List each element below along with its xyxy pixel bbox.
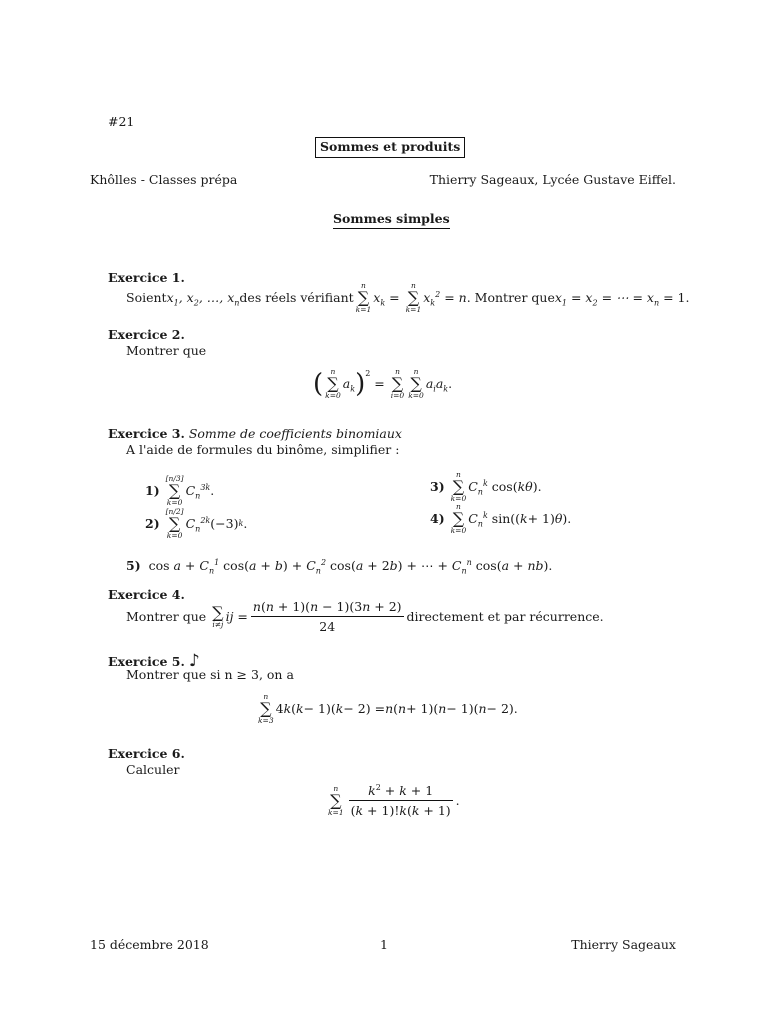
page-number: 1 (380, 937, 388, 952)
exercise-2-text: Montrer que (126, 343, 207, 358)
header-right: Thierry Sageaux, Lycée Gustave Eiffel. (429, 172, 676, 187)
exercise-3-item-3: 3) n ∑ k=0 $C_n^k$ cos( kθ ). (430, 470, 542, 503)
document-title: Sommes et produits (315, 137, 465, 158)
exercise-6-heading: Exercice 6. (108, 746, 185, 761)
exercise-5-formula: n ∑ k=3 4 k ( k − 1)( k − 2) = n ( n + 1)( n − 1)( n − 2). (258, 692, 518, 725)
exercise-3-subtitle: Somme de coefficients binomiaux (188, 426, 402, 441)
exercise-6-text: Calculer (126, 762, 180, 777)
exercise-1-statement: Soient $x_1$, $x_2$, …, $x_n$ des réels vérifiant n ∑ k=1 $x_k$ = n ∑ k=1 $x_k^2$ = n . Montrer que $x_1 = x_2$ = ⋯ = $x_n$ = 1. (126, 281, 690, 314)
exercise-5-heading-line: Exercice 5. ♪ (108, 651, 200, 671)
exercise-4-statement: Montrer que ∑ i≠j ij = $\frac{n(n + 1)(n - 1)(3n + 2)}{24}$ directement et par récurrence. (126, 599, 604, 634)
exercise-3-item-1: 1) [n/3] ∑ k=0 $C_n^{3k}$ . (145, 474, 215, 507)
exercise-3-item-5: 5) $\cos a + C_n^1$ $\cos(a + b) + C_n^2$ cos(a + 2b) + ⋯ + $C_n^n$ cos(a + nb). (126, 557, 553, 576)
exercise-3-text: A l'aide de formules du binôme, simplifier : (126, 442, 400, 457)
section-title: Sommes simples (333, 211, 450, 229)
music-note-icon: ♪ (188, 651, 200, 671)
exercise-6-formula: n ∑ k=1 $\frac{k^2 + k + 1}{(k + 1)!k(k + 1)}$ . (328, 782, 460, 818)
exercise-3-heading-line: Exercice 3. Somme de coefficients binomiaux (108, 426, 402, 441)
exercise-3-item-2: 2) [n/2] ∑ k=0 $C_n^{2k}$ (−3) k . (145, 507, 248, 540)
exercise-1-heading: Exercice 1. (108, 270, 185, 285)
footer-author: Thierry Sageaux (571, 937, 676, 952)
footer-date: 15 décembre 2018 (90, 937, 209, 952)
exercise-3-item-4: 4) n ∑ k=0 $C_n^k$ sin(( k + 1) θ ). (430, 502, 572, 535)
exercise-4-heading: Exercice 4. (108, 587, 185, 602)
exercise-5-text: Montrer que si n ≥ 3, on a (126, 667, 294, 682)
sheet-number: #21 (108, 114, 135, 129)
exercise-2-heading: Exercice 2. (108, 327, 185, 342)
exercise-2-formula: ( n ∑ k=0 $a_k$ ) $^2$ = n ∑ i=0 n ∑ k=0 $a_ia_k$ . (313, 367, 453, 400)
header-left: Khôlles - Classes prépa (90, 172, 238, 187)
